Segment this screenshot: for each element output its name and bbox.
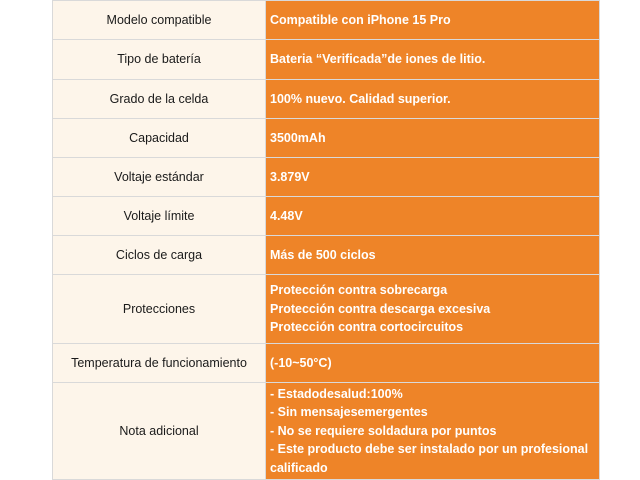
row-label: Nota adicional [53,383,266,480]
value-line: Compatible con iPhone 15 Pro [270,12,451,27]
row-label: Grado de la celda [53,80,266,119]
row-label: Capacidad [53,119,266,158]
table-row [53,197,600,236]
table-row [53,80,600,119]
value-line: - Sin mensajesemergentes [270,405,428,420]
row-value [266,344,600,383]
row-value [266,275,600,344]
row-value [266,1,600,40]
value-line: - Estadodesalud:100% [270,386,403,401]
row-value [266,119,600,158]
row-value [266,80,600,119]
row-value [266,383,600,480]
table-row [53,383,600,480]
spec-table [52,0,600,480]
row-label: Temperatura de funcionamiento [53,344,266,383]
value-line: Bateria “Verificada”de iones de litio. [270,52,486,67]
row-label: Ciclos de carga [53,236,266,275]
value-line: 4.48V [270,208,303,223]
row-value [266,40,600,80]
value-line: 3500mAh [270,130,326,145]
value-line: Protección contra cortocircuitos [270,320,464,335]
table-row [53,1,600,40]
value-line: - No se requiere soldadura por puntos [270,423,497,438]
value-line: 3.879V [270,169,310,184]
table-row [53,275,600,344]
row-label: Modelo compatible [53,1,266,40]
table-row [53,158,600,197]
table-row [53,236,600,275]
row-value [266,236,600,275]
row-label: Tipo de batería [53,40,266,80]
table-row [53,40,600,80]
value-line: Más de 500 ciclos [270,247,376,262]
row-label: Voltaje estándar [53,158,266,197]
row-value [266,158,600,197]
row-label: Voltaje límite [53,197,266,236]
value-line: - Este producto debe ser instalado por un profesional calificado [270,442,589,475]
row-label: Protecciones [53,275,266,344]
table-row [53,119,600,158]
row-value [266,197,600,236]
value-line: Protección contra sobrecarga [270,283,448,298]
value-line: (-10~50°C) [270,355,332,370]
value-line: Protección contra descarga excesiva [270,301,491,316]
table-row [53,344,600,383]
value-line: 100% nuevo. Calidad superior. [270,91,451,106]
